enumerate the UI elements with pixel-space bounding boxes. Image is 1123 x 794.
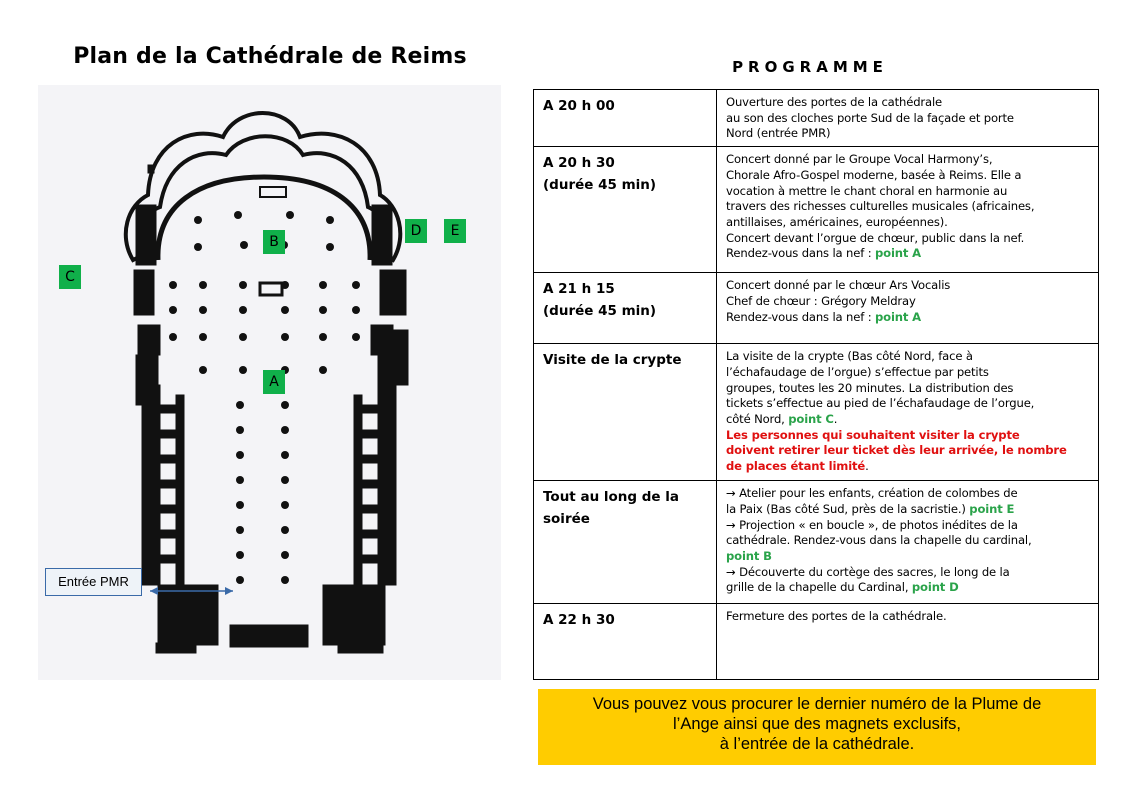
programme-row [534, 344, 1099, 481]
plan-title: Plan de la Cathédrale de Reims [73, 44, 467, 69]
meeting-point-d: point D [911, 580, 959, 595]
programme-row [534, 147, 1099, 273]
meeting-point-e: point E [969, 501, 1015, 516]
plan-point-e: E [444, 219, 466, 243]
programme-time: Tout au long de la soirée [534, 481, 717, 604]
programme-title: PROGRAMME [732, 58, 888, 76]
programme-time: Visite de la crypte [534, 344, 717, 481]
plan-point-b: B [263, 230, 285, 254]
programme-row [534, 604, 1099, 680]
meeting-point-a: point A [874, 246, 921, 261]
meeting-point-c: point C [788, 411, 834, 426]
plan-point-d: D [405, 219, 427, 243]
programme-row [534, 90, 1099, 147]
programme-description: Concert donné par le chœur Ars Vocalis Chef de chœur : Grégory Meldray Rendez-vous dans la nef : point A [717, 273, 1099, 344]
programme-time: A 20 h 30 (durée 45 min) [534, 147, 717, 273]
programme-description: Fermeture des portes de la cathédrale. [717, 604, 1099, 680]
plan-point-a: A [263, 370, 285, 394]
pmr-entrance-label: Entrée PMR [45, 568, 142, 596]
programme-row [534, 481, 1099, 604]
plan-point-c: C [59, 265, 81, 289]
meeting-point-b: point B [726, 548, 772, 563]
programme-time: A 21 h 15 (durée 45 min) [534, 273, 717, 344]
plume-ange-notice: Vous pouvez vous procurer le dernier numéro de la Plume de l’Ange ainsi que des magnets exclusifs, à l’entrée de la cathédrale. [538, 689, 1096, 765]
programme-description: → Atelier pour les enfants, création de colombes de la Paix (Bas côté Sud, près de la sacristie.) point E → Projection « en boucle », de photos inédites de la cathédrale. Rendez-vous dans la chapelle du cardinal, point B → Découverte du cortège des sacres, le long de la grille de la chapelle du Cardinal, point D [717, 481, 1099, 604]
programme-description: La visite de la crypte (Bas côté Nord, face à l’échafaudage de l’orgue) s’effectue par petits groupes, toutes les 20 minutes. La distribution des tickets s’effectue au pied de l’échafaudage de l’orgue, côté Nord, point C. Les personnes qui souhaitent visiter la crypte doivent retirer leur ticket dès leur arrivée, le nombre de places étant limité. [717, 344, 1099, 481]
programme-row [534, 273, 1099, 344]
programme-time: A 20 h 00 [534, 90, 717, 147]
meeting-point-a: point A [874, 309, 921, 324]
programme-table [533, 89, 1099, 680]
programme-time: A 22 h 30 [534, 604, 717, 680]
crypte-warning: Les personnes qui souhaitent visiter la crypte [726, 427, 1020, 442]
programme-description: Ouverture des portes de la cathédrale au son des cloches porte Sud de la façade et porte Nord (entrée PMR) [717, 90, 1099, 147]
programme-description: Concert donné par le Groupe Vocal Harmony’s, Chorale Afro-Gospel moderne, basée à Reims. Elle a vocation à mettre le chant choral en harmonie au travers des richesses culturelles musicales (africaines, antillaises, américaines, européennes). Concert devant l’orgue de chœur, public dans la nef. Rendez-vous dans la nef : point A [717, 147, 1099, 273]
